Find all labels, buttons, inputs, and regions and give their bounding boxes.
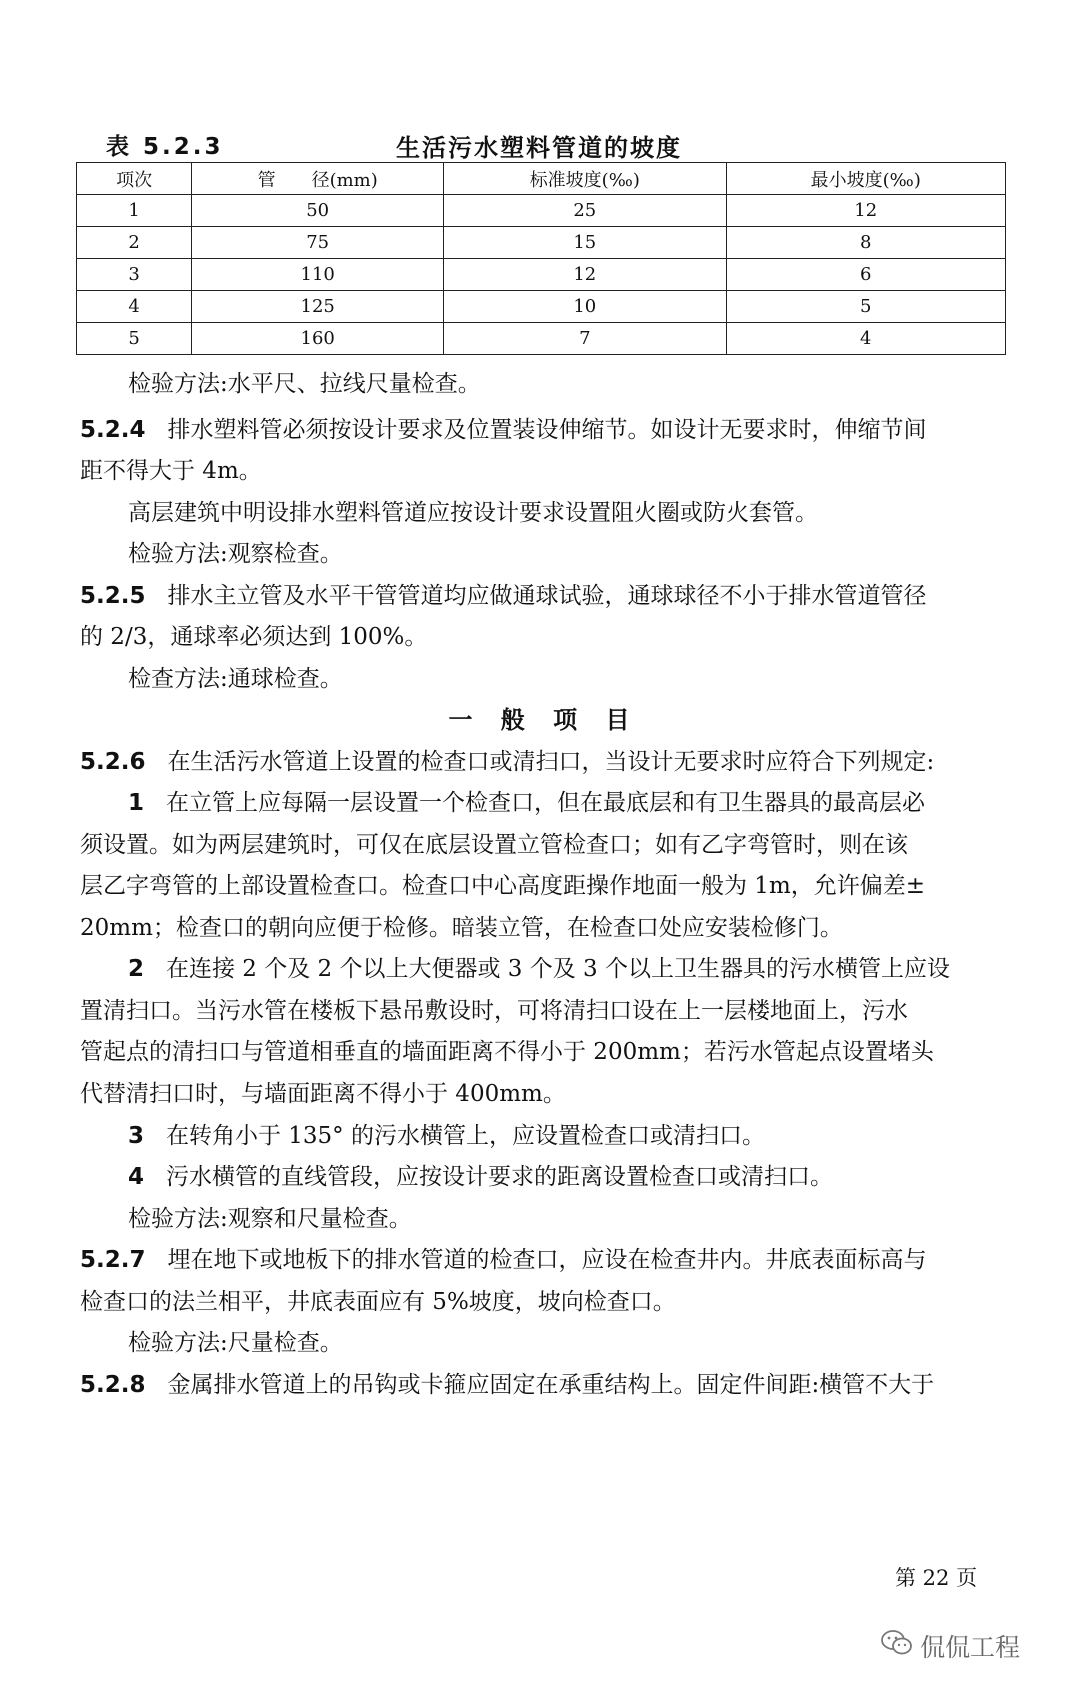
table-cell: 15: [444, 227, 726, 259]
table-title: 生活污水塑料管道的坡度: [396, 134, 682, 162]
wechat-icon: [880, 1628, 920, 1664]
clause-text: 金属排水管道上的吊钩或卡箍应固定在承重结构上。固定件间距:横管不大于: [167, 1372, 935, 1398]
clause-number: 5.2.4: [80, 417, 146, 443]
clause-number: 5.2.8: [80, 1372, 146, 1398]
table-cell: 4: [77, 291, 192, 323]
table-cell: 5: [726, 291, 1005, 323]
item-number: 2: [128, 956, 145, 982]
table-cell: 110: [192, 259, 444, 291]
table-number: 表 5.2.3: [106, 134, 224, 160]
clause-text: 的 2/3，通球率必须达到 100%。: [80, 624, 428, 650]
item-text: 在转角小于 135° 的污水横管上，应设置检查口或清扫口。: [165, 1123, 765, 1149]
table-row: [77, 323, 1006, 355]
table-row: [77, 291, 1006, 323]
clause-5-2-5-line: [80, 576, 1008, 617]
table-cell: 3: [77, 259, 192, 291]
inspection-method-text: 检验方法:观察检查。: [128, 541, 343, 567]
clause-5-2-6-line: [80, 742, 1008, 783]
item-1-line: [128, 783, 1056, 824]
table-cell: 7: [444, 323, 726, 355]
table-cell: 12: [726, 195, 1005, 227]
col-header-diameter: 管 径(mm): [192, 163, 444, 195]
item-text: 污水横管的直线管段，应按设计要求的距离设置检查口或清扫口。: [165, 1164, 833, 1190]
watermark-text: 侃侃工程: [920, 1633, 1021, 1662]
item-text: 管起点的清扫口与管道相垂直的墙面距离不得小于 200mm；若污水管起点设置堵头: [80, 1039, 934, 1065]
clause-5-2-8-line: [80, 1365, 1008, 1406]
clause-number: 5.2.5: [80, 583, 146, 609]
col-header-standard-slope: 标准坡度(‰): [444, 163, 726, 195]
item-text: 代替清扫口时，与墙面距离不得小于 400mm。: [80, 1081, 566, 1107]
item-text: 20mm；检查口的朝向应便于检修。暗装立管，在检查口处应安装检修门。: [80, 915, 843, 941]
table-cell: 2: [77, 227, 192, 259]
table-cell: 8: [726, 227, 1005, 259]
table-cell: 75: [192, 227, 444, 259]
clause-text: 在生活污水管道上设置的检查口或清扫口，当设计无要求时应符合下列规定:: [167, 749, 935, 775]
item-2-line: [128, 949, 1056, 990]
table-header-row: [77, 163, 1006, 195]
slope-table: [76, 162, 1006, 355]
item-text: 在连接 2 个及 2 个以上大便器或 3 个及 3 个以上卫生器具的污水横管上应设: [165, 956, 950, 982]
item-text: 须设置。如为两层建筑时，可仅在底层设置立管检查口；如有乙字弯管时，则在该: [80, 832, 908, 858]
item-number: 4: [128, 1164, 145, 1190]
item-text: 在立管上应每隔一层设置一个检查口，但在最底层和有卫生器具的最高层必: [165, 790, 925, 816]
inspection-method-text: 检查方法:通球检查。: [128, 666, 343, 692]
table-cell: 4: [726, 323, 1005, 355]
item-number: 3: [128, 1123, 145, 1149]
clause-number: 5.2.6: [80, 749, 146, 775]
col-header-index: 项次: [77, 163, 192, 195]
section-heading: 一 般 项 目: [448, 706, 640, 734]
clause-text: 排水塑料管必须按设计要求及位置装设伸缩节。如设计无要求时，伸缩节间: [167, 417, 927, 443]
clause-5-2-4-line: [80, 410, 1008, 451]
clause-text: 检查口的法兰相平，井底表面应有 5%坡度，坡向检查口。: [80, 1289, 676, 1315]
item-number: 1: [128, 790, 145, 816]
clause-text: 埋在地下或地板下的排水管道的检查口，应设在检查井内。井底表面标高与: [167, 1247, 927, 1273]
table-row: [77, 195, 1006, 227]
clause-text: 距不得大于 4m。: [80, 458, 262, 484]
item-4-line: [128, 1157, 1056, 1198]
watermark: [880, 1626, 1020, 1666]
clause-text: 排水主立管及水平干管管道均应做通球试验，通球球径不小于排水管道管径: [167, 583, 927, 609]
table-row: [77, 227, 1006, 259]
clause-5-2-7-line: [80, 1240, 1008, 1281]
table-cell: 25: [444, 195, 726, 227]
inspection-method-text: 检验方法:尺量检查。: [128, 1330, 343, 1356]
paragraph-text: 高层建筑中明设排水塑料管道应按设计要求设置阻火圈或防火套管。: [128, 500, 818, 526]
table-cell: 10: [444, 291, 726, 323]
table-cell: 1: [77, 195, 192, 227]
table-cell: 6: [726, 259, 1005, 291]
page-number: 第 22 页: [895, 1566, 978, 1590]
inspection-method-text: 检验方法:观察和尺量检查。: [128, 1206, 412, 1232]
inspection-method-text: 检验方法:水平尺、拉线尺量检查。: [128, 371, 481, 397]
clause-number: 5.2.7: [80, 1247, 146, 1273]
item-text: 置清扫口。当污水管在楼板下悬吊敷设时，可将清扫口设在上一层楼地面上，污水: [80, 998, 908, 1024]
table-cell: 50: [192, 195, 444, 227]
item-text: 层乙字弯管的上部设置检查口。检查口中心高度距操作地面一般为 1m，允许偏差±: [80, 873, 926, 899]
table-cell: 125: [192, 291, 444, 323]
table-cell: 5: [77, 323, 192, 355]
table-row: [77, 259, 1006, 291]
table-cell: 12: [444, 259, 726, 291]
col-header-min-slope: 最小坡度(‰): [726, 163, 1005, 195]
table-cell: 160: [192, 323, 444, 355]
table-caption: [106, 128, 1006, 164]
item-3-line: [128, 1116, 1056, 1157]
